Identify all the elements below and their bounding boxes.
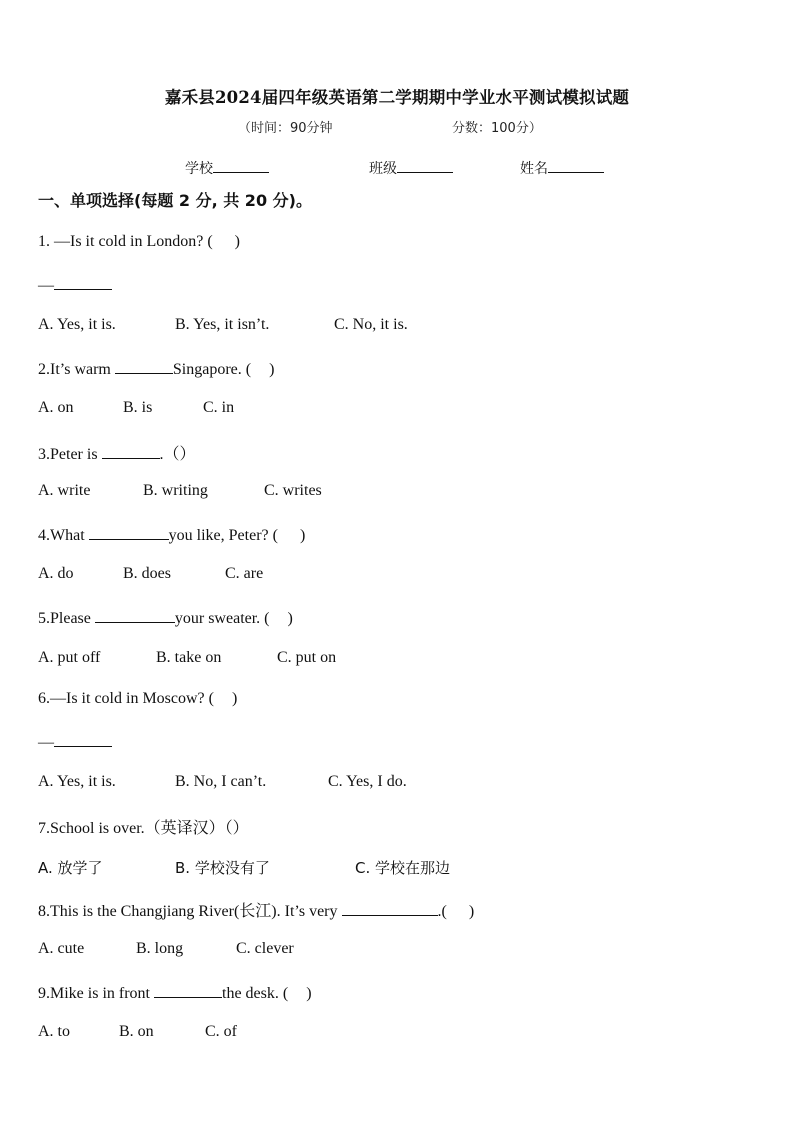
question-4 (38, 524, 305, 545)
question-5-close: ) (287, 610, 293, 627)
school-label: 学校 (185, 161, 213, 177)
question-2-close: ) (269, 361, 275, 378)
option-c[interactable]: C. writes (264, 482, 322, 499)
exam-title: 嘉禾县2024届四年级英语第二学期期中学业水平测试模拟试题 (164, 88, 630, 107)
question-7 (38, 815, 249, 838)
fill-blank[interactable] (102, 443, 160, 459)
fill-blank[interactable] (342, 900, 438, 916)
question-2 (38, 358, 274, 379)
option-b[interactable]: B. No, I can’t. (175, 773, 267, 790)
option-a[interactable]: A. cute (38, 940, 85, 957)
question-1-text: 1. —Is it cold in London? ( (38, 233, 213, 250)
school-blank[interactable] (213, 158, 269, 173)
option-b[interactable]: B. 学校没有了 (175, 859, 270, 877)
option-b[interactable]: B. does (123, 565, 171, 582)
question-9-text-2: the desk. ( (222, 985, 289, 1002)
section-heading: 一、单项选择(每题 2 分, 共 20 分)。 (38, 191, 312, 210)
option-c[interactable]: C. are (225, 565, 264, 582)
question-3-close: .（） (159, 446, 196, 463)
question-3 (38, 441, 196, 464)
option-c[interactable]: C. put on (277, 649, 337, 666)
question-5 (38, 607, 293, 628)
option-c[interactable]: C. Yes, I do. (328, 773, 407, 790)
option-a[interactable]: A. to (38, 1023, 70, 1040)
class-blank[interactable] (397, 158, 453, 173)
school-field (185, 158, 269, 178)
option-a[interactable]: A. write (38, 482, 91, 499)
option-b[interactable]: B. Yes, it isn’t. (175, 316, 270, 333)
question-9-text: 9.Mike is in front (38, 985, 154, 1002)
fill-blank[interactable] (154, 982, 222, 998)
question-4-text: 4.What (38, 527, 89, 544)
total-score: 分数：100分） (452, 121, 542, 136)
fill-blank[interactable] (95, 607, 175, 623)
question-7-text: 7.School is over.（英译汉）（） (38, 820, 249, 837)
question-5-text-2: your sweater. ( (174, 610, 270, 627)
question-2-text-2: Singapore. ( (172, 361, 252, 378)
fill-blank[interactable] (115, 358, 173, 374)
question-5-text: 5.Please (38, 610, 95, 627)
option-a[interactable]: A. 放学了 (38, 859, 103, 877)
option-b[interactable]: B. long (136, 940, 184, 957)
question-6-text: 6.—Is it cold in Moscow? ( (38, 690, 214, 707)
option-b[interactable]: B. on (119, 1023, 154, 1040)
reply-blank[interactable] (54, 274, 112, 290)
class-label: 班级 (369, 161, 397, 177)
reply-blank[interactable] (54, 731, 112, 747)
name-field (520, 158, 604, 178)
option-b[interactable]: B. is (123, 399, 153, 416)
question-6-reply (38, 731, 112, 752)
question-9 (38, 982, 312, 1003)
question-8-close: ) (468, 903, 475, 920)
name-label: 姓名 (520, 161, 548, 177)
question-3-text: 3.Peter is (38, 446, 102, 463)
class-field (369, 158, 453, 178)
option-c[interactable]: C. clever (236, 940, 294, 957)
question-1-close: ) (234, 233, 240, 250)
reply-dash: — (38, 277, 54, 294)
name-blank[interactable] (548, 158, 604, 173)
question-4-close: ) (299, 527, 306, 544)
option-c[interactable]: C. of (205, 1023, 237, 1040)
fill-blank[interactable] (89, 524, 169, 540)
option-c[interactable]: C. in (203, 399, 235, 416)
option-a[interactable]: A. put off (38, 649, 101, 666)
option-a[interactable]: A. do (38, 565, 74, 582)
question-8-text-2: .( (437, 903, 447, 920)
question-8-text: 8.This is the Changjiang River(长江). It’s very (38, 903, 342, 920)
question-6 (38, 690, 237, 708)
option-b[interactable]: B. take on (156, 649, 222, 666)
option-b[interactable]: B. writing (143, 482, 208, 499)
option-c[interactable]: C. No, it is. (334, 316, 408, 333)
question-4-text-2: you like, Peter? ( (168, 527, 278, 544)
question-2-text: 2.It’s warm (38, 361, 115, 378)
option-c[interactable]: C. 学校在那边 (355, 859, 451, 877)
question-8 (38, 898, 474, 921)
question-6-close: ) (231, 690, 238, 707)
question-1 (38, 233, 240, 251)
reply-dash: — (38, 734, 54, 751)
option-a[interactable]: A. Yes, it is. (38, 316, 116, 333)
question-1-reply (38, 274, 112, 295)
option-a[interactable]: A. on (38, 399, 74, 416)
option-a[interactable]: A. Yes, it is. (38, 773, 116, 790)
question-9-close: ) (306, 985, 312, 1002)
time-limit: （时间：90分钟 (238, 121, 333, 136)
